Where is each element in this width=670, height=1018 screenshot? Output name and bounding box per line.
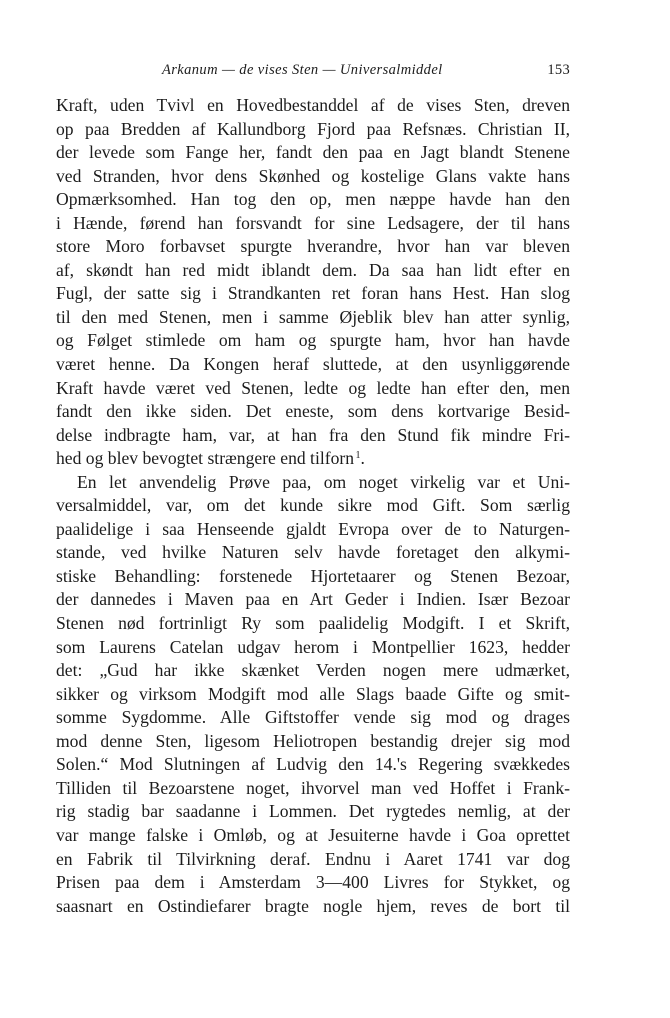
text-line: som Laurens Catelan udgav herom i Montpellier 1623, hedder bbox=[56, 636, 570, 657]
text-line-content: hed og blev bevogtet strængere end tilforn bbox=[56, 448, 355, 469]
text-line: saasnart en Ostindiefarer bragte nogle hjem, reves de bort til bbox=[56, 895, 570, 916]
text-line: Fugl, der satte sig i Strandkanten ret foran hans Hest. Han slog bbox=[56, 283, 570, 304]
text-line: der dannedes i Maven paa en Art Geder i Indien. Især Bezoar bbox=[56, 589, 570, 610]
text-line: rig stadig bar saadanne i Lommen. Det rygtedes nemlig, at der bbox=[56, 801, 570, 822]
text-line: stande, ved hvilke Naturen selv havde foretaget den alkymi- bbox=[56, 542, 570, 563]
text-line: i Hænde, førend han forsvandt for sine Ledsagere, der til hans bbox=[56, 212, 570, 233]
text-line: fandt den ikke siden. Det eneste, som dens kortvarige Besid- bbox=[56, 401, 570, 422]
text-line: Tilliden til Bezoarstene noget, ihvorvel man ved Hoffet i Frank- bbox=[56, 777, 570, 798]
text-line: op paa Bredden af Kallundborg Fjord paa Refsnæs. Christian II, bbox=[56, 118, 570, 139]
text-line: Solen.“ Mod Slutningen af Ludvig den 14.'s Regering svækkedes bbox=[56, 754, 570, 775]
text-line: Prisen paa dem i Amsterdam 3—400 Livres for Stykket, og bbox=[56, 872, 570, 893]
end-punctuation: . bbox=[360, 448, 365, 469]
paragraph-2 bbox=[56, 471, 570, 918]
paragraph-1 bbox=[56, 94, 570, 471]
text-line: og Følget stimlede om ham og spurgte ham, hvor han havde bbox=[56, 330, 570, 351]
text-line: somme Sygdomme. Alle Giftstoffer vende sig mod og drages bbox=[56, 707, 570, 728]
text-line: store Moro forbavset spurgte hverandre, hvor han var bleven bbox=[56, 236, 570, 257]
text-line: ved Stranden, hvor dens Skønhed og kostelige Glans vakte hans bbox=[56, 165, 570, 186]
running-head bbox=[56, 62, 570, 82]
text-line: Kraft, uden Tvivl en Hovedbestanddel af de vises Sten, dreven bbox=[56, 95, 570, 115]
text-line: der levede som Fange her, fandt den paa en Jagt blandt Stenene bbox=[56, 142, 570, 163]
text-line: Opmærksomhed. Han tog den op, men næppe havde han den bbox=[56, 189, 570, 210]
text-line: det: „Gud har ikke skænket Verden nogen mere udmærket, bbox=[56, 660, 570, 681]
text-line: Stenen nød fortrinligt Ry som paalidelig Modgift. I et Skrift, bbox=[56, 613, 570, 634]
text-line: delse indbragte ham, var, at han fra den Stund fik mindre Fri- bbox=[56, 424, 570, 445]
text-line-last bbox=[56, 447, 570, 471]
text-line: var mange falske i Omløb, og at Jesuiterne havde i Goa oprettet bbox=[56, 824, 570, 845]
text-line: af, skøndt han red midt iblandt dem. Da saa han lidt efter en bbox=[56, 259, 570, 280]
text-line: stiske Behandling: forstenede Hjortetaarer og Stenen Bezoar, bbox=[56, 565, 570, 586]
text-line: en Fabrik til Tilvirkning deraf. Endnu i Aaret 1741 var dog bbox=[56, 848, 570, 869]
text-line: sikker og virksom Modgift mod alle Slags baade Gifte og smit- bbox=[56, 683, 570, 704]
text-line: været henne. Da Kongen heraf sluttede, at den usynliggørende bbox=[56, 354, 570, 375]
page-number: 153 bbox=[547, 62, 570, 78]
body-text bbox=[56, 94, 570, 918]
footnote-marker: 1 bbox=[355, 450, 361, 462]
running-title: Arkanum — de vises Sten — Universalmiddel bbox=[162, 62, 443, 78]
text-line: En let anvendelig Prøve paa, om noget virkelig var et Uni- bbox=[77, 471, 570, 492]
text-line: versalmiddel, var, om det kunde sikre mod Gift. Som særlig bbox=[56, 495, 570, 516]
text-line: til den med Stenen, men i samme Øjeblik blev han atter synlig, bbox=[56, 306, 570, 327]
text-line: mod denne Sten, ligesom Heliotropen bestandig drejer sig mod bbox=[56, 730, 570, 751]
text-line: Kraft havde været ved Stenen, ledte og ledte han efter den, men bbox=[56, 377, 570, 398]
text-line: paalidelige i saa Henseende gjaldt Evropa over de to Naturgen- bbox=[56, 518, 570, 539]
